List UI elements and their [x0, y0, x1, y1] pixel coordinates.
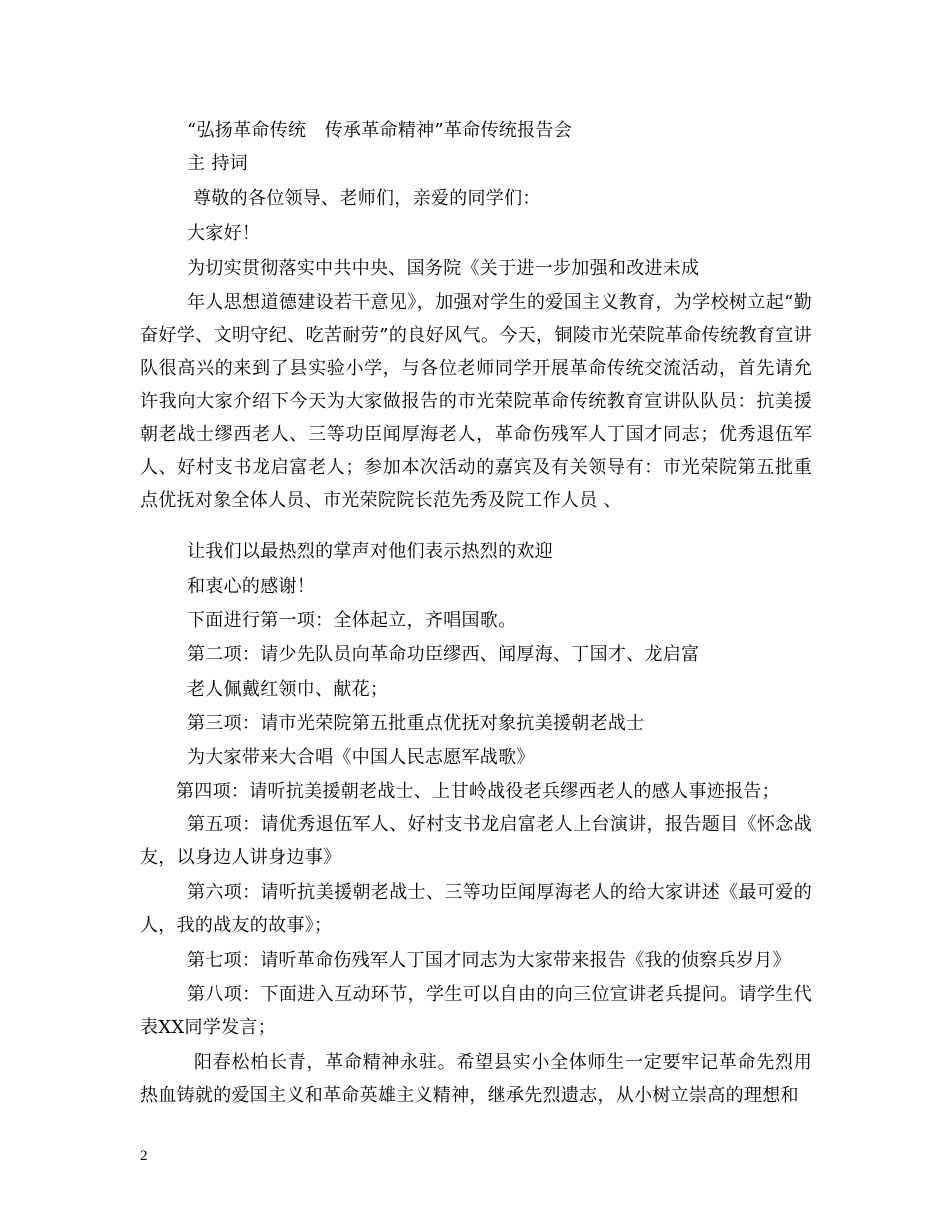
item-three-continued: 为大家带来大合唱《中国人民志愿军战歌》 [187, 747, 535, 768]
item-five: 第五项：请优秀退伍军人、好村支书龙启富老人上台演讲，报告题目《怀念战友，以身边人讲身边事》 [140, 814, 812, 868]
item-eight: 第八项：下面进入互动环节，学生可以自由的向三位宣讲老兵提问。请学生代表XX同学发言； [140, 984, 812, 1038]
item-three: 第三项：请市光荣院第五批重点优抚对象抗美援朝老战士 [187, 713, 645, 734]
item-two-continued: 老人佩戴红领巾、献花； [187, 679, 389, 700]
salutation: 尊敬的各位领导、老师们，亲爱的同学们： [193, 188, 541, 209]
paragraph: 和衷心的感谢！ [187, 576, 316, 597]
item-two: 第二项：请少先队员向革命功臣缪西、闻厚海、丁国才、龙启富 [187, 644, 700, 665]
greeting: 大家好！ [187, 223, 261, 244]
item-six: 第六项：请听抗美援朝老战士、三等功臣闻厚海老人的给大家讲述《最可爱的人，我的战友的故事》； [140, 882, 812, 936]
item-four: 第四项：请听抗美援朝老战士、上甘岭战役老兵缪西老人的感人事迹报告； [176, 781, 780, 802]
closing-paragraph: 阳春松柏长青，革命精神永驻。希望县实小全体师生一定要牢记革命先烈用热血铸就的爱国主义和革命英雄主义精神，继承先烈遗志，从小树立崇高的理想和 [140, 1052, 812, 1106]
intro-paragraph: 年人思想道德建设若干意见》，加强对学生的爱国主义教育，为学校树立起“勤奋好学、文明守纪、吃苦耐劳”的良好风气。今天，铜陵市光荣院革命传统教育宣讲队很高兴的来到了县实验小学，与各位老师同学开展革命传统交流活动，首先请允许我向大家介绍下今天为大家做报告的市光荣院革命传统教育宣讲队队员：抗美援朝老战士缪西老人、三等功臣闻厚海老人，革命伤残军人丁国才同志；优秀退伍军人、好村支书龙启富老人；参加本次活动的嘉宾及有关领导有：市光荣院第五批重点优抚对象全体人员、市光荣院院长范先秀及院工作人员 、 [140, 292, 812, 511]
page-number: 2 [140, 1148, 148, 1164]
paragraph: 让我们以最热烈的掌声对他们表示热烈的欢迎 [187, 541, 553, 562]
document-subtitle: 主 持词 [187, 153, 248, 174]
item-one: 下面进行第一项：全体起立，齐唱国歌。 [187, 610, 517, 631]
document-title: “弘扬革命传统 传承革命精神”革命传统报告会 [187, 120, 573, 141]
paragraph: 为切实贯彻落实中共中央、国务院《关于进一步加强和改进未成 [187, 258, 700, 279]
item-seven: 第七项：请听革命伤残军人丁国才同志为大家带来报告《我的侦察兵岁月》 [187, 950, 791, 971]
